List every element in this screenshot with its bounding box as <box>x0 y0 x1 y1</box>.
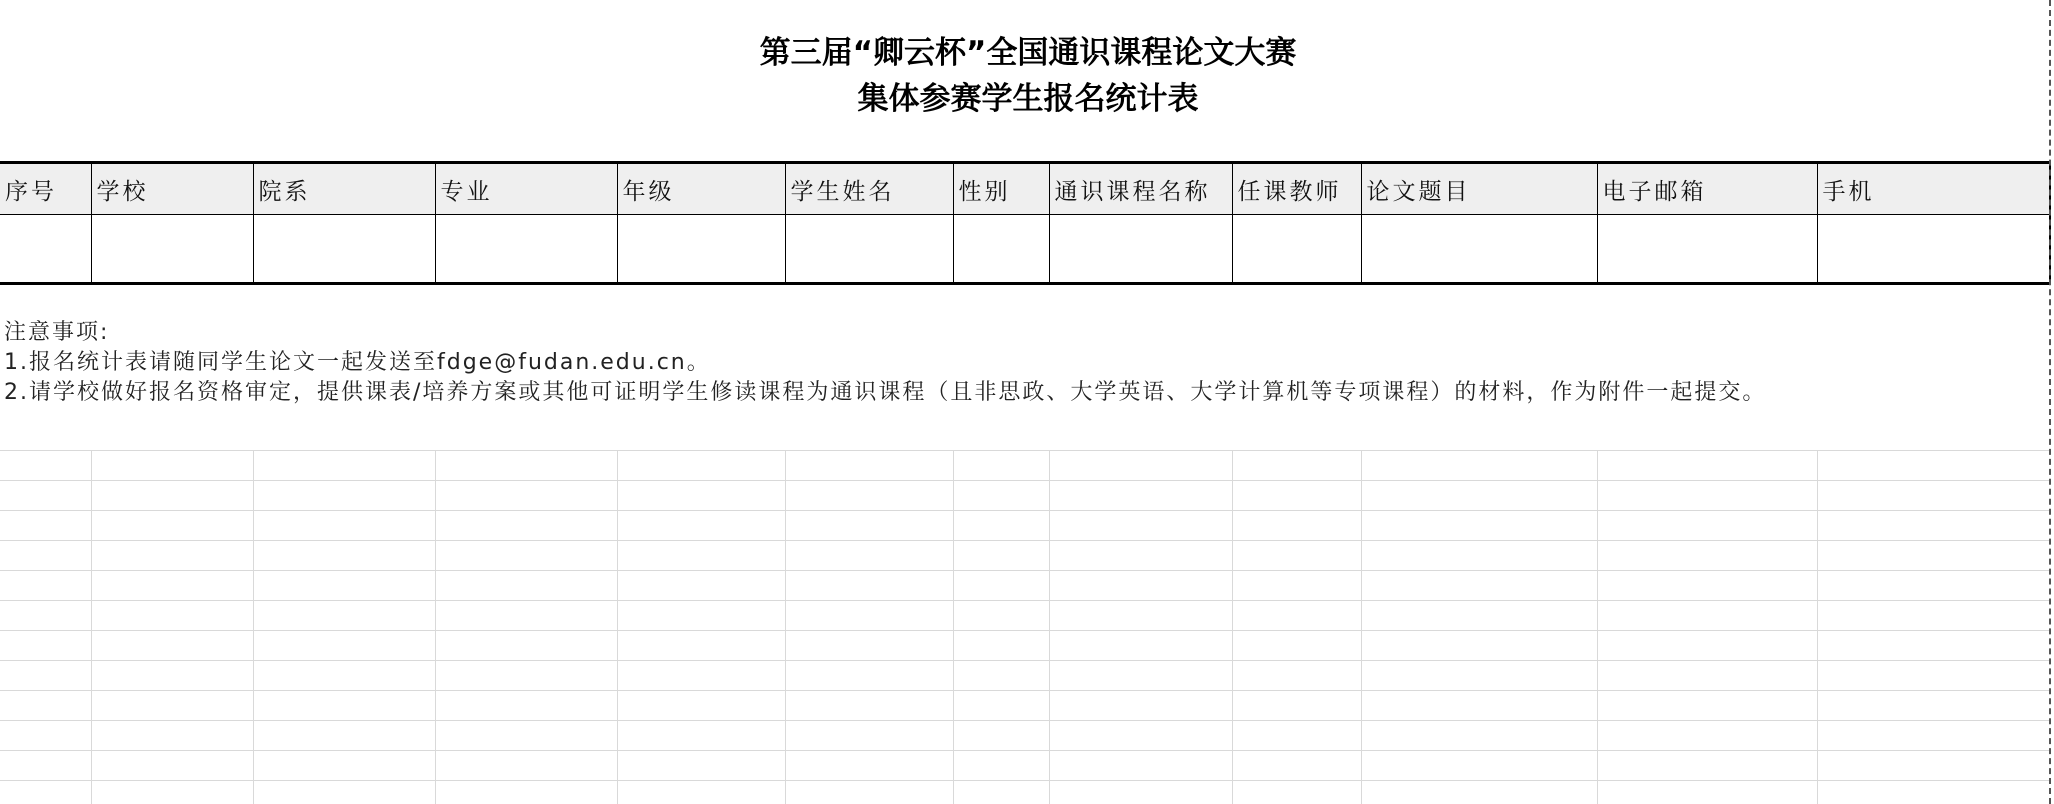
table-cell[interactable] <box>1049 215 1232 284</box>
header-email[interactable]: 电子邮箱 <box>1597 163 1817 215</box>
grid-line <box>785 450 786 804</box>
table-cell[interactable] <box>1817 215 2050 284</box>
page-break-line <box>2049 0 2051 804</box>
title-line-1: 第三届“卿云杯”全国通识课程论文大赛 <box>759 35 1297 71</box>
table-cell[interactable] <box>253 215 435 284</box>
header-phone[interactable]: 手机 <box>1817 163 2050 215</box>
table-row <box>0 215 2050 284</box>
grid-line <box>617 450 618 804</box>
header-school[interactable]: 学校 <box>91 163 253 215</box>
grid-line <box>1817 450 1818 804</box>
grid-line <box>253 450 254 804</box>
table-cell[interactable] <box>91 215 253 284</box>
table-cell[interactable] <box>1597 215 1817 284</box>
header-course-name[interactable]: 通识课程名称 <box>1049 163 1232 215</box>
header-paper-title[interactable]: 论文题目 <box>1361 163 1597 215</box>
header-index[interactable]: 序号 <box>0 163 91 215</box>
header-gender[interactable]: 性别 <box>953 163 1049 215</box>
grid-line <box>1361 450 1362 804</box>
table-header-row <box>0 163 2050 215</box>
header-department[interactable]: 院系 <box>253 163 435 215</box>
grid-line <box>435 450 436 804</box>
table-cell[interactable] <box>1361 215 1597 284</box>
header-grade[interactable]: 年级 <box>617 163 785 215</box>
notes-section <box>4 318 1766 408</box>
table-cell[interactable] <box>0 215 91 284</box>
table-cell[interactable] <box>617 215 785 284</box>
registration-table <box>0 161 2051 285</box>
notes-heading: 注意事项: <box>4 320 110 345</box>
table-cell[interactable] <box>435 215 617 284</box>
header-teacher[interactable]: 任课教师 <box>1232 163 1361 215</box>
grid-line <box>1597 450 1598 804</box>
grid-line <box>1232 450 1233 804</box>
grid-line <box>1049 450 1050 804</box>
table-cell[interactable] <box>1232 215 1361 284</box>
grid-line <box>91 450 92 804</box>
grid-line <box>953 450 954 804</box>
note-item-1: 1.报名统计表请随同学生论文一起发送至fdge@fudan.edu.cn。 <box>4 350 711 375</box>
document-title <box>0 30 2054 122</box>
note-item-2: 2.请学校做好报名资格审定，提供课表/培养方案或其他可证明学生修读课程为通识课程（且非思政、大学英语、大学计算机等专项课程）的材料，作为附件一起提交。 <box>4 380 1767 405</box>
header-student-name[interactable]: 学生姓名 <box>785 163 953 215</box>
header-major[interactable]: 专业 <box>435 163 617 215</box>
title-line-2: 集体参赛学生报名统计表 <box>857 81 1199 117</box>
empty-grid-area <box>0 450 2050 804</box>
table-cell[interactable] <box>953 215 1049 284</box>
table-cell[interactable] <box>785 215 953 284</box>
